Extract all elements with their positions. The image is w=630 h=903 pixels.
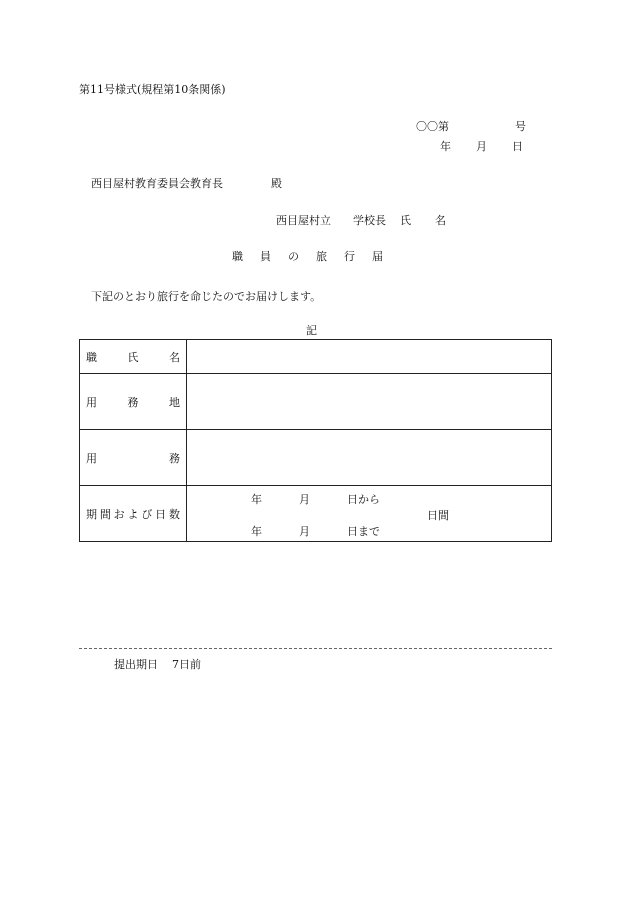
period-to: [251, 523, 380, 539]
period-days: 日間: [427, 509, 449, 522]
label-char: お: [113, 507, 125, 521]
sender-title: 学校長: [353, 214, 386, 227]
label-char: 用: [86, 451, 97, 465]
label-char: 地: [169, 395, 180, 409]
label-char: 間: [99, 507, 111, 521]
title-char: 職: [232, 250, 243, 263]
table-row: [80, 374, 552, 430]
date-year: 年: [440, 140, 451, 153]
form-number: 第11号様式(規程第10条関係): [79, 83, 226, 96]
body-text: 下記のとおり旅行を命じたのでお届けします。: [91, 290, 322, 303]
title-char: の: [288, 250, 299, 263]
row-label: [80, 430, 187, 486]
document-number-line: [416, 118, 526, 134]
title-char: 行: [344, 250, 355, 263]
table-row: [80, 486, 552, 542]
label-char: 務: [127, 395, 139, 409]
submission-deadline: [114, 656, 201, 672]
period-to-day: 日まで: [347, 525, 380, 538]
deadline-value: 7日前: [172, 658, 201, 671]
row-label: [80, 486, 187, 542]
label-char: 氏: [127, 350, 139, 364]
document-number-prefix: 〇〇第: [416, 120, 449, 133]
period-to-month: 月: [299, 525, 310, 538]
deadline-label: 提出期日: [114, 658, 158, 671]
period-from-year: 年: [251, 493, 262, 506]
period-to-year: 年: [251, 525, 262, 538]
label-char: 期: [86, 507, 97, 521]
title-char: 届: [372, 250, 383, 263]
row-label: [80, 374, 187, 430]
sender-name-1: 氏: [400, 214, 411, 227]
label-char: よ: [127, 507, 139, 521]
row-label: [80, 340, 187, 374]
document-title: [232, 248, 383, 264]
addressee-name: 西目屋村教育委員会教育長: [91, 177, 223, 190]
label-char: 務: [169, 451, 180, 465]
label-char: 職: [86, 350, 97, 364]
date-month: 月: [476, 140, 487, 153]
dotted-divider: [79, 648, 552, 649]
label-char: び: [141, 507, 153, 521]
sender-name-2: 名: [435, 214, 446, 227]
date-day: 日: [512, 140, 523, 153]
period-field[interactable]: [187, 486, 552, 542]
addressee: [91, 175, 282, 191]
label-char: 日: [155, 507, 167, 521]
purpose-field[interactable]: [187, 430, 552, 486]
table-row: [80, 430, 552, 486]
staff-name-field[interactable]: [187, 340, 552, 374]
date-line: [440, 138, 523, 154]
title-char: 旅: [316, 250, 327, 263]
period-from: [251, 491, 380, 507]
label-char: 用: [86, 395, 97, 409]
period-from-month: 月: [299, 493, 310, 506]
label-char: 名: [169, 350, 180, 364]
title-char: 員: [260, 250, 271, 263]
destination-field[interactable]: [187, 374, 552, 430]
table-row: [80, 340, 552, 374]
detail-table: [79, 339, 552, 542]
sender: [276, 212, 446, 228]
label-char: 数: [168, 507, 180, 521]
document-number-suffix: 号: [515, 120, 526, 133]
period-from-day: 日から: [347, 493, 380, 506]
sender-school: 西目屋村立: [276, 214, 331, 227]
addressee-honorific: 殿: [271, 177, 282, 190]
ki-heading: 記: [306, 324, 317, 337]
